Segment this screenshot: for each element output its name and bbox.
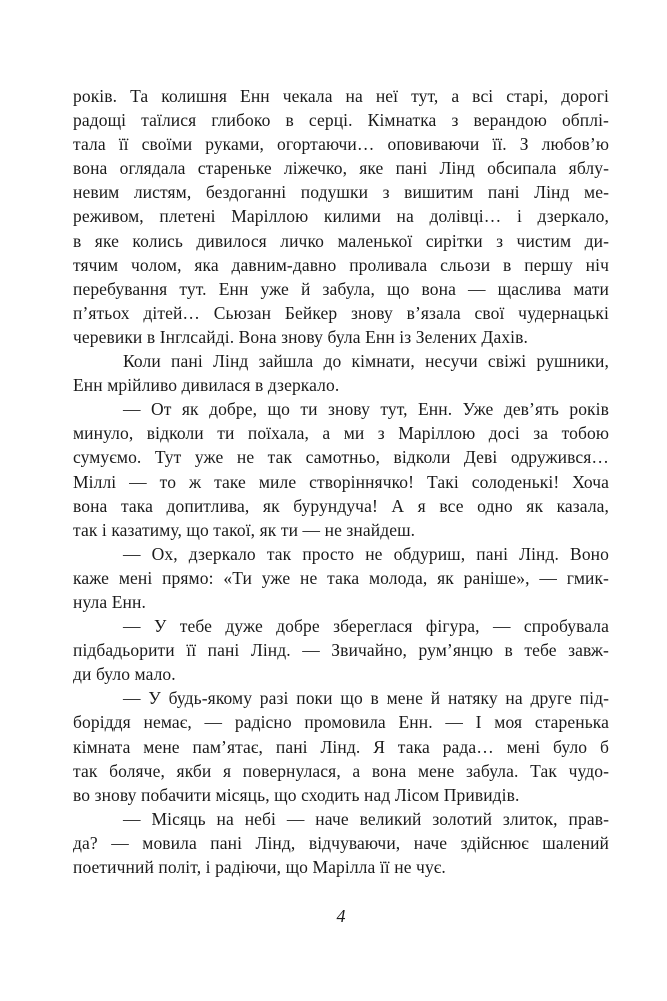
text-line: кімната мене пам’ятає, пані Лінд. Я така рада… мені було б	[73, 736, 609, 757]
text-line: Міллі — то ж таке миле створіннячко! Такі солоденькі! Хоча	[73, 471, 609, 492]
text-line: минуло, відколи ти поїхала, а ми з Маріллою досі за тобою	[73, 423, 609, 444]
text-line: ди було мало.	[73, 664, 176, 685]
paragraph	[73, 349, 609, 397]
text-line: радощі таїлися глибоко в серці. Кімнатка з верандою обплі-	[73, 110, 609, 131]
text-line: черевики в Інглсайді. Вона знову була Енн із Зелених Дахів.	[73, 326, 528, 347]
page-text	[73, 84, 609, 879]
text-line: Енн мрійливо дивилася в дзеркало.	[73, 375, 340, 396]
text-line: каже мені прямо: «Ти уже не така молода, як раніше», — гмик-	[73, 567, 609, 588]
text-line: — Місяць на небі — наче великий золотий злиток, прав-	[123, 808, 609, 829]
text-line: років. Та колишня Енн чекала на неї тут, а всі старі, дорогі	[73, 86, 609, 106]
text-line: нула Енн.	[73, 591, 146, 612]
text-line: п’ятьох дітей… Сьюзан Бейкер знову в’язала свої чудернацькі	[73, 302, 609, 323]
text-line: перебування тут. Енн уже й забула, що вона — щаслива мати	[73, 278, 609, 299]
text-line: так боляче, якби я повернулася, а вона мене забула. Так чудо-	[73, 760, 609, 781]
text-line: — У тебе дуже добре збереглася фігура, — спробувала	[123, 616, 609, 637]
text-line: тала її своїми руками, огортаючи… оповиваючи її. З любов’ю	[73, 134, 609, 155]
paragraph	[73, 686, 609, 806]
paragraph	[73, 542, 609, 614]
text-line: — У будь-якому разі поки що в мене й натяку на друге під-	[123, 688, 609, 709]
text-line: вона оглядала стареньке ліжечко, яке пані Лінд обсипала яблу-	[73, 158, 609, 179]
text-line: Коли пані Лінд зайшла до кімнати, несучи свіжі рушники,	[123, 351, 609, 372]
text-line: вона така допитлива, як бурундуча! А я все одно як казала,	[73, 495, 609, 516]
text-line: підбадьорити її пані Лінд. — Звичайно, рум’янцю в тебе завж-	[73, 640, 609, 661]
text-line: поетичний політ, і радіючи, що Марілла її не чує.	[73, 857, 446, 877]
text-line: в яке колись дивилося личко маленької сирітки з чистим ди-	[73, 230, 609, 251]
text-line: — Ох, дзеркало так просто не обдуриш, пані Лінд. Воно	[123, 543, 609, 564]
text-line: тячим чолом, яка давним-давно проливала сльози в першу ніч	[73, 254, 609, 275]
paragraph	[73, 614, 609, 686]
text-line: во знову побачити місяць, що сходить над Лісом Привидів.	[73, 784, 520, 805]
text-line: — От як добре, що ти знову тут, Енн. Уже дев’ять років	[123, 399, 609, 420]
text-line: сумуємо. Тут уже не так самотньо, відколи Деві одружився…	[73, 447, 609, 468]
paragraph	[73, 84, 609, 349]
text-line: так і казатиму, що такої, як ти — не знайдеш.	[73, 519, 416, 540]
paragraph	[73, 397, 609, 542]
text-line: да? — мовила пані Лінд, відчуваючи, наче здійснює шалений	[73, 832, 609, 853]
text-line: реживом, плетені Маріллою килими на долівці… і дзеркало,	[73, 206, 609, 227]
page-number: 4	[336, 906, 346, 926]
paragraph	[73, 807, 609, 879]
text-line: боріддя немає, — радісно промовила Енн. — І моя старенька	[73, 712, 609, 733]
text-line: невим листям, бездоганні подушки з вишитим пані Лінд ме-	[73, 182, 609, 203]
